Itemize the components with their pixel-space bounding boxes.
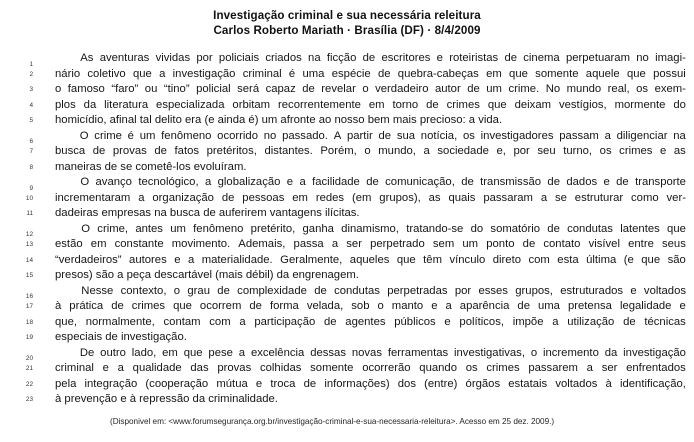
line-number: 22 — [25, 380, 33, 388]
paragraph-indent — [55, 129, 74, 145]
source-reference: (Disponivel em: <www.forumsegurança.org.br/investigação-criminal-e-sua-necessaria-releitura>. Acesso em 25 dez. 2009.) — [110, 417, 555, 426]
line-number: 9 — [29, 184, 33, 192]
line-number: 6 — [29, 138, 33, 146]
text-line-row — [0, 346, 694, 362]
paragraph-indent — [55, 51, 74, 67]
line-number: 23 — [25, 396, 33, 404]
line-number: 16 — [25, 293, 33, 301]
text-line: homicídio, afinal tal delito era (e ainda é) um afronte ao nosso bem mais precioso: a vida. — [55, 114, 503, 127]
text-line-row — [0, 206, 694, 222]
line-number: 17 — [25, 303, 33, 311]
text-line-row — [0, 284, 694, 300]
text-line-row — [0, 129, 694, 145]
line-number: 10 — [25, 194, 33, 202]
line-number: 20 — [25, 355, 33, 363]
text-line: O avanço tecnológico, a globalização e a facilidade de comunicação, de transmissão de dados e de transporte — [55, 175, 686, 191]
line-number: 11 — [26, 210, 33, 218]
line-number: 2 — [29, 70, 33, 78]
text-line-row — [0, 299, 694, 315]
text-line-row — [0, 175, 694, 191]
text-line-row — [0, 144, 694, 160]
text-line-row — [0, 361, 694, 377]
line-number: 7 — [29, 148, 33, 156]
text-line: De outro lado, em que pese a excelência dessas novas ferramentas investigativas, o incremento da investigação — [55, 346, 686, 362]
line-number: 3 — [29, 86, 33, 94]
line-number: 4 — [29, 101, 33, 109]
text-line-row — [0, 377, 694, 393]
paragraph-indent — [55, 175, 74, 191]
line-number: 5 — [29, 117, 33, 125]
text-line: dadeiras empresas na busca de auferirem vantagens ilícitas. — [55, 207, 360, 220]
text-line: estão em constante movimento. Ademais, passa a ser perpetrado sem um ponto de contato visível entre seus — [55, 238, 686, 251]
source-reference-row — [0, 416, 694, 427]
page-title: Investigação criminal e sua necessária releitura — [213, 9, 481, 22]
text-line: O crime é um fenômeno ocorrido no passado. A partir de sua notícia, os investigadores passam a diligenciar na — [55, 129, 686, 145]
paragraph-indent — [55, 284, 74, 300]
line-number: 19 — [25, 334, 33, 342]
line-number: 14 — [25, 256, 33, 264]
text-line-row — [0, 222, 694, 238]
text-line-row — [0, 51, 694, 67]
line-number: 15 — [25, 272, 33, 280]
text-line-row — [0, 253, 694, 269]
paragraph-indent — [55, 346, 74, 362]
text-line: maneiras de se cometê-los evoluíram. — [55, 160, 247, 173]
text-line: Nesse contexto, o grau de complexidade de condutas perpetradas por esses grupos, estruturados e voltados — [55, 284, 686, 300]
line-number: 8 — [29, 163, 33, 171]
text-line: o famoso “faro” ou “tino” policial será capaz de revelar o verdadeiro autor de um crime. No mundo real, os exem- — [55, 83, 686, 96]
text-line: criminal e a qualidade das provas colhidas somente ocorrerão quando os crimes passarem a ser enfrentados — [55, 362, 686, 375]
text-line: à prática de crimes que ocorrem de forma velada, sob o manto e a aparência de uma pretensa legalidade e — [55, 300, 686, 313]
text-line-row — [0, 67, 694, 83]
text-line-row — [0, 237, 694, 253]
line-number: 1 — [29, 60, 33, 68]
line-number: 13 — [25, 241, 33, 249]
line-number: 18 — [25, 318, 33, 326]
text-line: “verdadeiros” autores e a materialidade. Geralmente, aqueles que têm vínculo direto com esta última (e que são — [55, 253, 686, 266]
text-line: especiais de investigação. — [55, 331, 187, 344]
text-line-row — [0, 392, 694, 408]
document-header — [0, 0, 694, 39]
paragraph-indent — [55, 222, 74, 238]
text-line: incrementaram a organização de pessoas em redes (em grupos), as quais passaram a se estruturar como ver- — [55, 191, 686, 204]
text-line: à prevenção e à repressão da criminalidade. — [55, 393, 278, 406]
text-line: O crime, antes um fenômeno pretérito, ganha dinamismo, tratando-se do somatório de condutas latentes que — [55, 222, 686, 238]
source-indent-spacer — [0, 416, 110, 427]
text-line: As aventuras vividas por policiais criados na ficção de escritores e roteiristas de cinema perpetuaram no imagi- — [55, 51, 686, 67]
author-byline: Carlos Roberto Mariath · Brasília (DF) · 8/4/2009 — [213, 24, 481, 37]
text-line-row — [0, 330, 694, 346]
text-line-row — [0, 268, 694, 284]
line-number: 21 — [25, 365, 33, 373]
text-line-row — [0, 98, 694, 114]
text-line: plos da literatura especializada orbitam recorrentemente em torno de crimes que deixam vestígios, mormente do — [55, 98, 686, 111]
text-line: nário coletivo que a investigação criminal é uma espécie de quebra-cabeças em que somente aquele que possui — [55, 67, 686, 80]
text-line: que, normalmente, contam com a participação de agentes públicos e políticos, impõe a utilização de técnicas — [55, 315, 686, 328]
text-line-row — [0, 191, 694, 207]
text-line: busca de provas de fatos pretéritos, distantes. Porém, o mundo, a sociedade e, por seu turno, os crimes e as — [55, 145, 686, 158]
text-line-row — [0, 160, 694, 176]
numbered-text-body — [0, 51, 694, 408]
text-line: pela integração (cooperação mútua e troca de informações) dos (entre) órgãos estatais voltados à identificação, — [55, 377, 686, 390]
text-line-row — [0, 315, 694, 331]
text-line: presos) são a peça descartável (mais débil) da engrenagem. — [55, 269, 359, 282]
text-line-row — [0, 113, 694, 129]
text-line-row — [0, 82, 694, 98]
line-number: 12 — [25, 231, 33, 239]
